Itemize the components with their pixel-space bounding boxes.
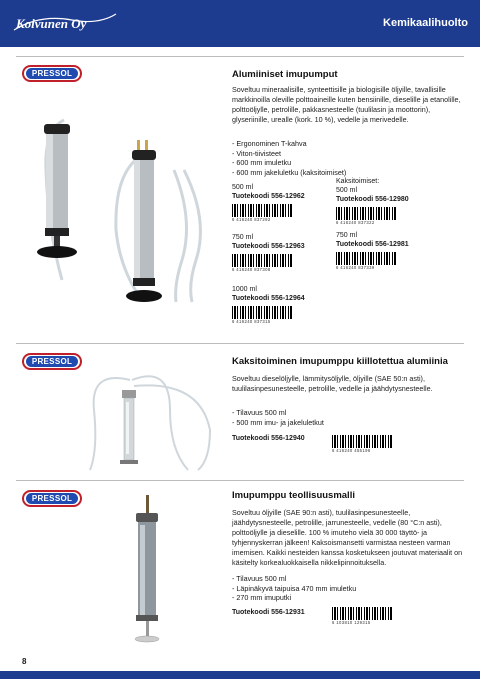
product-title: Imupumppu teollisuusmalli — [232, 490, 355, 501]
barcode-block — [332, 604, 392, 625]
feature-item: - Läpinäkyvä taipuisa 470 mm imuletku — [232, 584, 464, 594]
variant-1000 — [232, 285, 305, 324]
product-code: Tuotekoodi 556-12964 — [232, 295, 305, 302]
pressol-logo: PRESSOL — [22, 490, 82, 507]
product-description: Soveltuu mineraalisille, synteettisille ja biologisille öljyille, tavallisille markkinoilla oleville polttoaineille kuten bensiinille, dieselille ja etanolille, polttoöljylle, petrolille, pakkasnesteelle (tuulilasin ja moottorin), glyseriinille, urealle (kork. 10 %), vedelle ja merivedelle. — [232, 85, 461, 124]
variant-label: 1000 ml — [232, 286, 257, 293]
product-code: Tuotekoodi 556-12940 — [232, 435, 305, 442]
feature-item: - 500 mm imu- ja jakeluletkut — [232, 418, 464, 428]
feature-item: - Tilavuus 500 ml — [232, 574, 464, 584]
feature-list — [232, 139, 464, 177]
barcode: 6 416240 837322 — [336, 207, 396, 225]
page-header — [0, 0, 480, 47]
double-heading: Kaksitoimiset: — [336, 178, 380, 185]
product-code: Tuotekoodi 556-12963 — [232, 243, 305, 250]
product-code-block — [232, 434, 305, 443]
company-logo — [10, 8, 120, 38]
barcode: 6 416240 837315 — [232, 306, 292, 324]
double-variant-750 — [336, 231, 409, 270]
section-divider — [16, 480, 464, 481]
industrial-pump-image — [118, 495, 178, 645]
feature-item: - 600 mm jakeluletku (kaksitoimiset) — [232, 168, 464, 178]
barcode-block — [332, 432, 392, 453]
double-variant-500 — [336, 177, 409, 225]
barcode: 6 416240 837292 — [232, 204, 292, 222]
variant-label: 500 ml — [232, 184, 254, 191]
feature-item: - 270 mm imuputki — [232, 593, 464, 603]
product-title: Alumiiniset imupumput — [232, 69, 338, 80]
variant-label: 750 ml — [232, 234, 254, 241]
product-code-block — [232, 608, 305, 617]
page-footer-bar — [0, 671, 480, 679]
section-title: Kemikaalihuolto — [383, 17, 468, 29]
product-description: Soveltuu dieselöljylle, lämmitysöljylle, öljyille (SAE 50:n asti), tuulilasinpesunesteelle, petrolille, vedelle ja jäähdytysnesteelle. — [232, 374, 433, 393]
product-title: Kaksitoiminen imupumppu kiillotettua alumiinia — [232, 356, 448, 367]
pressol-logo: PRESSOL — [22, 65, 82, 82]
barcode: 6 416240 837308 — [232, 254, 292, 272]
section-divider — [16, 56, 464, 57]
feature-item: - 600 mm imuletku — [232, 158, 464, 168]
variant-label: 500 ml — [336, 187, 358, 194]
product-code: Tuotekoodi 556-12931 — [232, 609, 305, 616]
aluminium-pumps-image — [24, 110, 214, 310]
feature-item: - Ergonominen T-kahva — [232, 139, 464, 149]
section-divider — [16, 343, 464, 344]
product-code: Tuotekoodi 556-12962 — [232, 193, 305, 200]
product-code: Tuotekoodi 556-12980 — [336, 196, 409, 203]
barcode: 6 416240 837339 — [336, 252, 396, 270]
feature-item: - Tilavuus 500 ml — [232, 408, 464, 418]
variant-label: 750 ml — [336, 232, 358, 239]
pressol-logo: PRESSOL — [22, 353, 82, 370]
feature-list — [232, 574, 464, 603]
feature-item: - Viton-tiivisteet — [232, 149, 464, 159]
svg-text:Koivunen Oy: Koivunen Oy — [16, 16, 87, 31]
feature-list — [232, 408, 464, 427]
polished-pump-image — [70, 370, 220, 475]
barcode: 6 416240 455196 — [332, 435, 392, 453]
barcode: 6 103810 129315 — [332, 607, 392, 625]
product-description: Soveltuu öljyille (SAE 90:n asti), tuulilasinpesunesteelle, jäähdytysnesteelle, petrolille, jarrunesteelle, vedelle (80 °C:n asti), polttoöljylle ja dieselille. 100 % imuteho vielä 30 000 täyttö- ja tyhjennyskerran jälkeen! Kaksoismansetti varmistaa nesteen varman imemisen. Kaikki nesteiden kanssa kosketukseen joutuvat materiaalit on käsitelty korkealuokkaisella nikkelipinnoituksella. — [232, 508, 463, 567]
page-number: 8 — [22, 657, 27, 666]
variant-750 — [232, 233, 305, 272]
product-code: Tuotekoodi 556-12981 — [336, 241, 409, 248]
variant-500 — [232, 183, 305, 222]
